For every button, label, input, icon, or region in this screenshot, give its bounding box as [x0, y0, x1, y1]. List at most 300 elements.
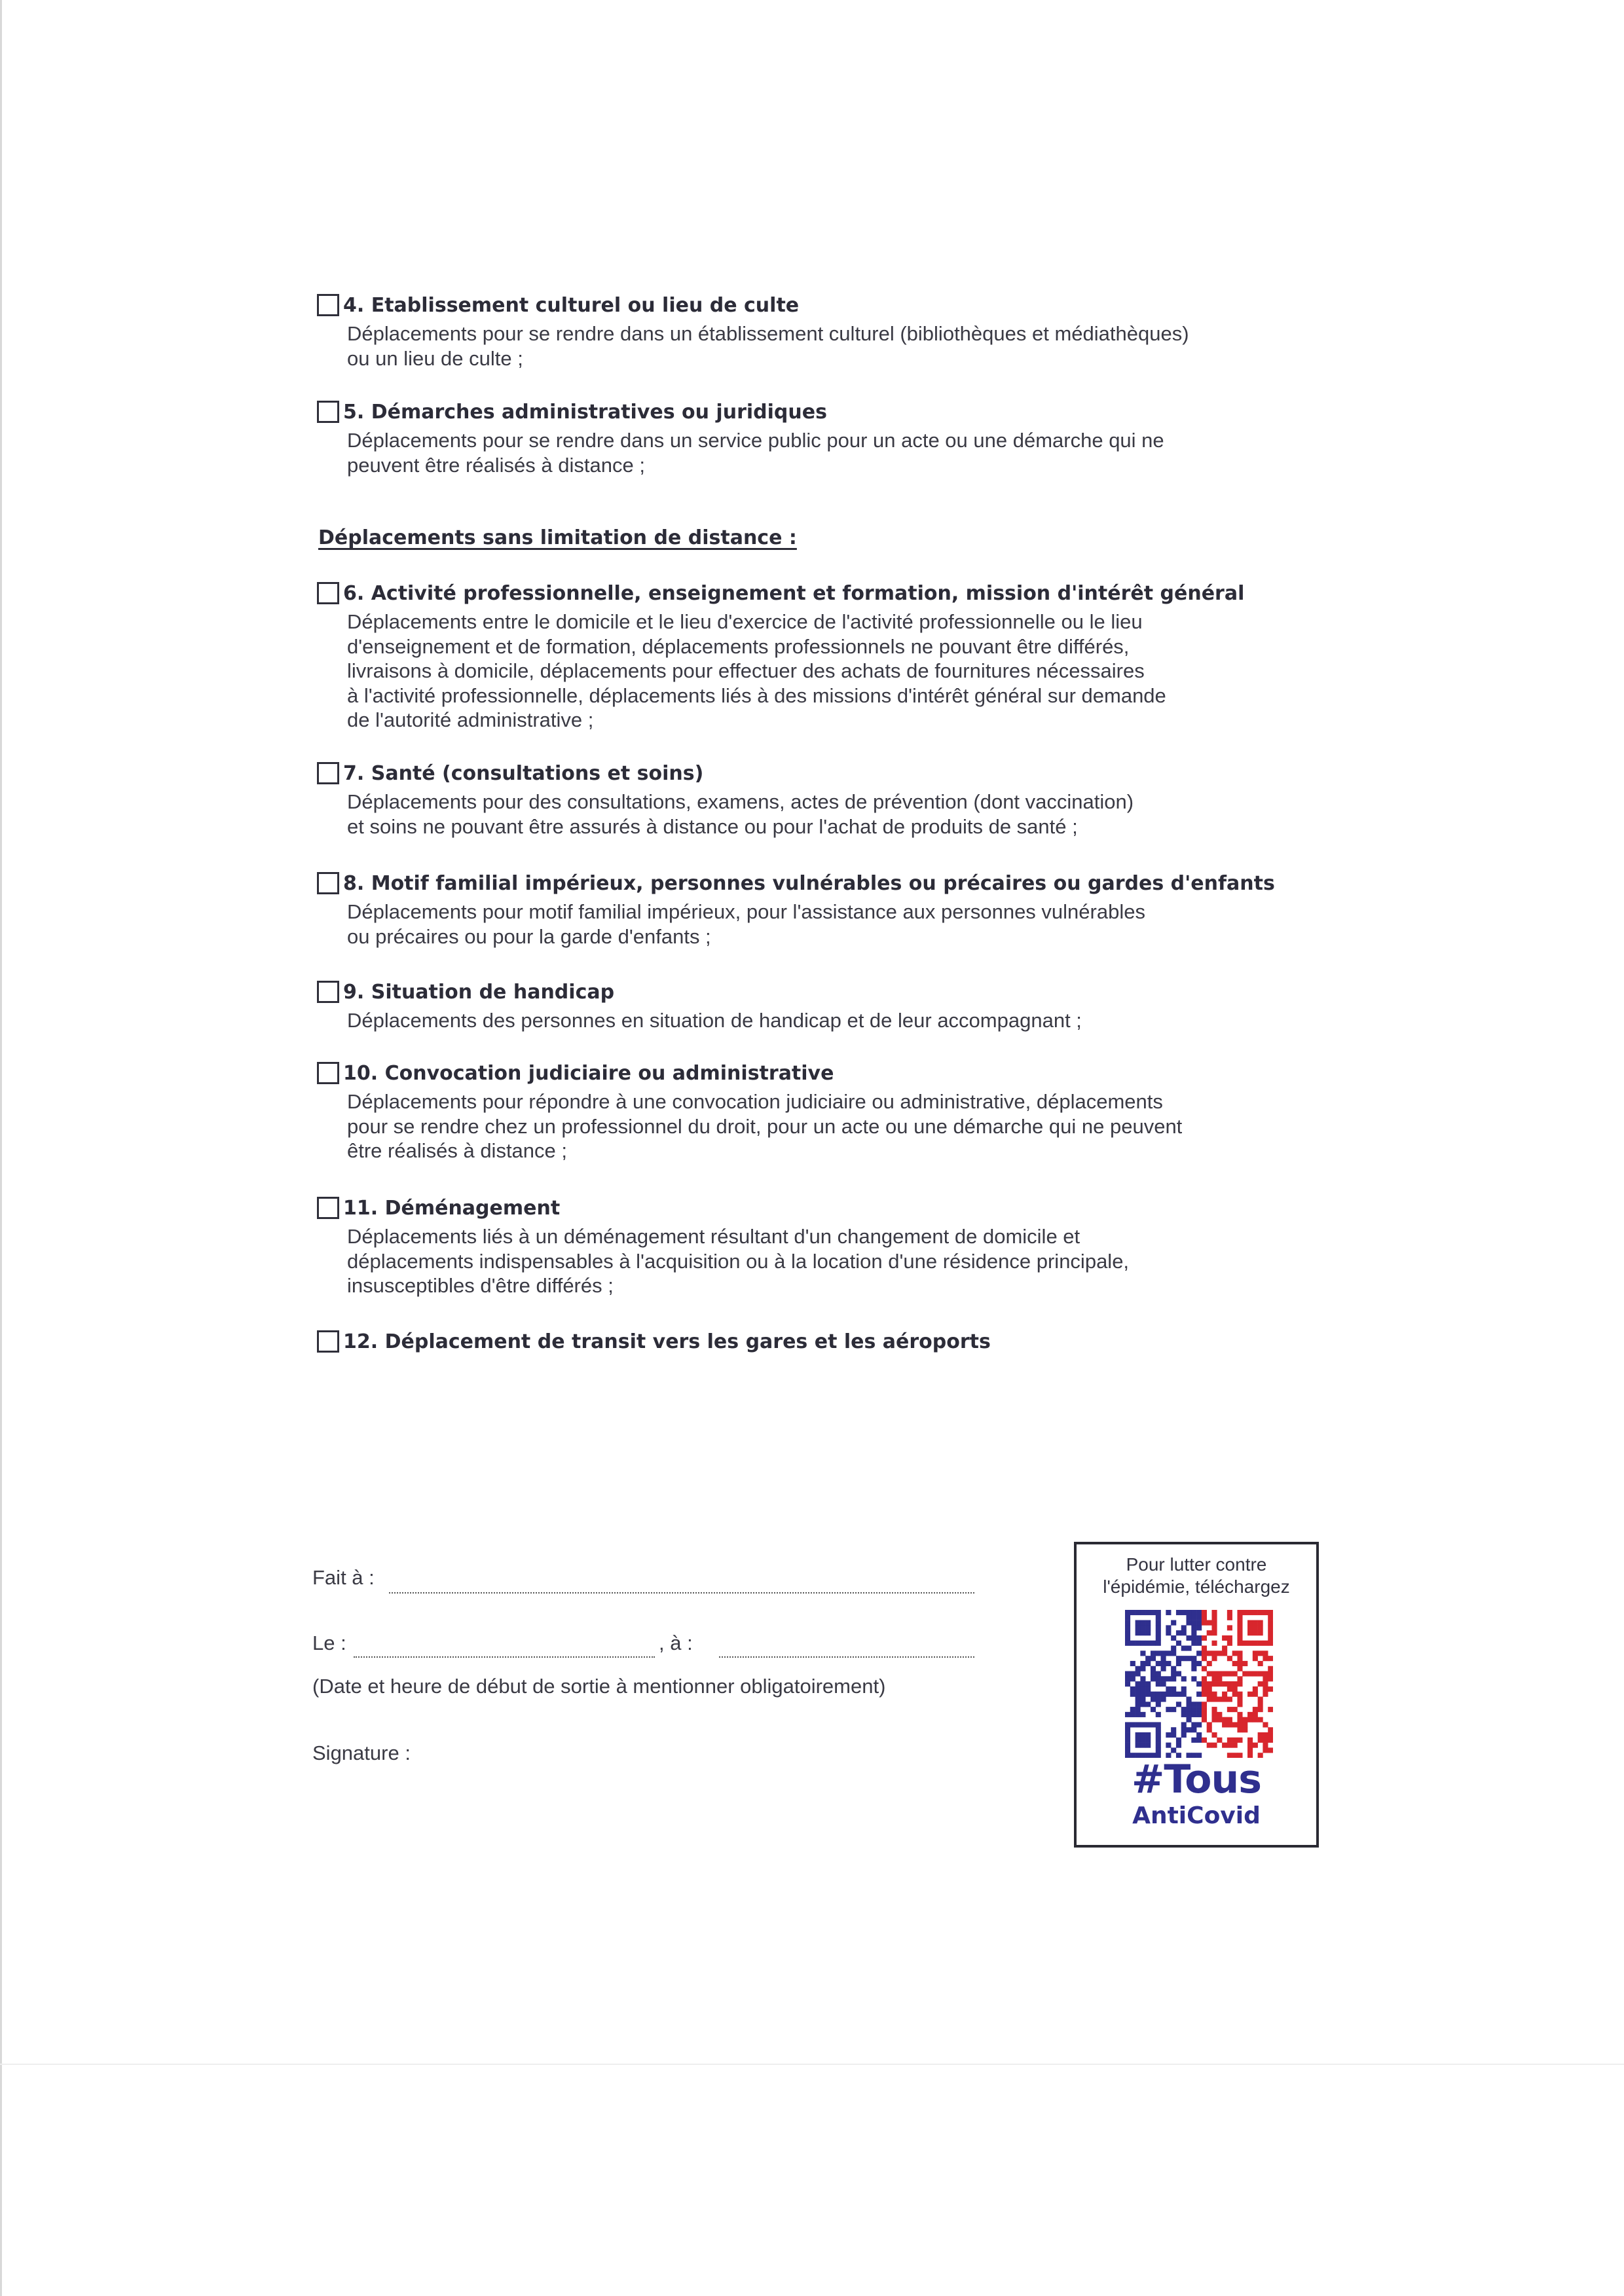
- qr-module: [1237, 1661, 1242, 1666]
- qr-module: [1258, 1610, 1263, 1615]
- qr-module: [1202, 1738, 1207, 1743]
- qr-module: [1125, 1620, 1130, 1626]
- qr-module: [1176, 1630, 1181, 1635]
- qr-module: [1263, 1656, 1268, 1661]
- qr-module: [1151, 1676, 1156, 1681]
- qr-module: [1140, 1722, 1145, 1727]
- qr-module: [1268, 1630, 1273, 1635]
- qr-module: [1237, 1641, 1242, 1646]
- qr-module: [1263, 1743, 1268, 1748]
- qr-module: [1232, 1743, 1238, 1748]
- qr-module: [1207, 1661, 1212, 1666]
- qr-module: [1156, 1615, 1161, 1620]
- qr-module: [1268, 1620, 1273, 1626]
- qr-module: [1222, 1646, 1227, 1651]
- qr-module: [1227, 1615, 1232, 1620]
- qr-module: [1191, 1656, 1196, 1661]
- qr-module: [1242, 1641, 1247, 1646]
- qr-module: [1156, 1712, 1161, 1717]
- qr-module: [1258, 1702, 1263, 1707]
- qr-module: [1140, 1610, 1145, 1615]
- qr-module: [1187, 1702, 1192, 1707]
- qr-module: [1202, 1717, 1207, 1722]
- qr-module: [1263, 1722, 1268, 1727]
- qr-module: [1237, 1712, 1242, 1717]
- qr-module: [1217, 1650, 1222, 1656]
- qr-module: [1191, 1620, 1196, 1626]
- qr-module: [1227, 1707, 1232, 1712]
- qr-module: [1140, 1732, 1145, 1738]
- motif-7-checkbox[interactable]: [317, 762, 339, 784]
- qr-module: [1268, 1666, 1273, 1671]
- qr-module: [1196, 1722, 1202, 1727]
- motif-5-header: [317, 395, 1338, 428]
- qr-module: [1207, 1630, 1212, 1635]
- qr-module: [1202, 1620, 1207, 1626]
- qr-module: [1176, 1738, 1181, 1743]
- qr-module: [1247, 1610, 1253, 1615]
- motif-8-description: Déplacements pour motif familial impérieux, pour l'assistance aux personnes vulnérables ou précaires ou pour la garde d'enfants ;: [347, 900, 1145, 948]
- qr-module: [1202, 1702, 1207, 1707]
- qr-module: [1187, 1620, 1192, 1626]
- motif-5-checkbox[interactable]: [317, 401, 339, 423]
- qr-module: [1237, 1727, 1242, 1732]
- qr-module: [1151, 1707, 1156, 1712]
- qr-module: [1181, 1676, 1187, 1681]
- qr-module: [1196, 1707, 1202, 1712]
- qr-module: [1242, 1727, 1247, 1732]
- qr-module: [1156, 1722, 1161, 1727]
- qr-module: [1135, 1738, 1141, 1743]
- scan-edge: [0, 0, 2, 2296]
- qr-module: [1171, 1650, 1176, 1656]
- qr-module: [1181, 1630, 1187, 1635]
- qr-module: [1151, 1722, 1156, 1727]
- qr-module: [1135, 1732, 1141, 1738]
- motif-4-header: [317, 289, 1338, 321]
- motif-12-checkbox[interactable]: [317, 1330, 339, 1353]
- qr-module: [1258, 1732, 1263, 1738]
- qr-module: [1253, 1743, 1258, 1748]
- qr-module: [1211, 1732, 1217, 1738]
- qr-module: [1227, 1641, 1232, 1646]
- qr-module: [1237, 1666, 1242, 1671]
- qr-module: [1196, 1641, 1202, 1646]
- qr-module: [1258, 1625, 1263, 1630]
- motif-11-title: 11. Déménagement: [343, 1196, 561, 1220]
- qr-module: [1202, 1686, 1207, 1692]
- qr-module: [1151, 1610, 1156, 1615]
- qr-module: [1140, 1686, 1145, 1692]
- qr-module: [1166, 1692, 1171, 1697]
- qr-module: [1145, 1630, 1151, 1635]
- qr-module: [1176, 1671, 1181, 1677]
- qr-module: [1181, 1646, 1187, 1651]
- a-label: , à :: [659, 1631, 693, 1654]
- qr-module: [1151, 1671, 1156, 1677]
- qr-module: [1191, 1707, 1196, 1712]
- qr-module: [1130, 1722, 1135, 1727]
- qr-module: [1140, 1641, 1145, 1646]
- qr-module: [1135, 1681, 1141, 1686]
- qr-module: [1227, 1635, 1232, 1641]
- qr-module: [1237, 1696, 1242, 1702]
- qr-module: [1166, 1707, 1171, 1712]
- qr-module: [1140, 1702, 1145, 1707]
- qr-module: [1253, 1630, 1258, 1635]
- qr-module: [1263, 1747, 1268, 1753]
- qr-module: [1135, 1722, 1141, 1727]
- qr-module: [1196, 1610, 1202, 1615]
- qr-module: [1156, 1747, 1161, 1753]
- qr-module: [1166, 1610, 1171, 1615]
- qr-module: [1258, 1671, 1263, 1677]
- qr-module: [1253, 1641, 1258, 1646]
- qr-module: [1171, 1676, 1176, 1681]
- qr-module: [1125, 1641, 1130, 1646]
- qr-module: [1171, 1727, 1176, 1732]
- qr-module: [1145, 1641, 1151, 1646]
- qr-module: [1135, 1686, 1141, 1692]
- qr-module: [1202, 1650, 1207, 1656]
- qr-module: [1130, 1661, 1135, 1666]
- qr-module: [1237, 1738, 1242, 1743]
- qr-module: [1125, 1712, 1130, 1717]
- motif-9-description: Déplacements des personnes en situation de handicap et de leur accompagnant ;: [347, 1009, 1082, 1032]
- qr-module: [1161, 1661, 1166, 1666]
- qr-module: [1222, 1692, 1227, 1697]
- qr-module: [1140, 1696, 1145, 1702]
- qr-module: [1191, 1610, 1196, 1615]
- qr-module: [1196, 1620, 1202, 1626]
- qr-module: [1171, 1635, 1176, 1641]
- qr-module: [1130, 1641, 1135, 1646]
- qr-module: [1196, 1625, 1202, 1630]
- qr-module: [1253, 1671, 1258, 1677]
- qr-module: [1268, 1747, 1273, 1753]
- qr-module: [1181, 1732, 1187, 1738]
- qr-module: [1156, 1681, 1161, 1686]
- qr-module: [1125, 1676, 1130, 1681]
- qr-module: [1202, 1707, 1207, 1712]
- qr-module: [1211, 1743, 1217, 1748]
- qr-module: [1237, 1722, 1242, 1727]
- qr-code-icon[interactable]: [1125, 1610, 1273, 1758]
- heure-field[interactable]: [719, 1656, 974, 1658]
- qr-module: [1151, 1656, 1156, 1661]
- qr-module: [1222, 1743, 1227, 1748]
- qr-module: [1258, 1696, 1263, 1702]
- qr-module: [1217, 1712, 1222, 1717]
- qr-module: [1171, 1646, 1176, 1651]
- qr-module: [1263, 1692, 1268, 1697]
- qr-module: [1227, 1681, 1232, 1686]
- qr-module: [1217, 1738, 1222, 1743]
- qr-module: [1268, 1732, 1273, 1738]
- qr-module: [1237, 1702, 1242, 1707]
- motif-12: [317, 1325, 1338, 1358]
- motif-5-title: 5. Démarches administratives ou juridiques: [343, 400, 827, 424]
- qr-module: [1268, 1641, 1273, 1646]
- qr-module: [1191, 1615, 1196, 1620]
- qr-module: [1222, 1681, 1227, 1686]
- qr-module: [1145, 1625, 1151, 1630]
- qr-module: [1227, 1743, 1232, 1748]
- qr-module: [1263, 1681, 1268, 1686]
- qr-module: [1202, 1676, 1207, 1681]
- qr-module: [1207, 1681, 1212, 1686]
- motif-9-checkbox[interactable]: [317, 981, 339, 1003]
- qr-module: [1232, 1650, 1238, 1656]
- qr-module: [1268, 1676, 1273, 1681]
- qr-module: [1140, 1620, 1145, 1626]
- qr-module: [1258, 1620, 1263, 1626]
- qr-module: [1176, 1661, 1181, 1666]
- qr-module: [1196, 1681, 1202, 1686]
- qr-module: [1156, 1620, 1161, 1626]
- qr-module: [1207, 1686, 1212, 1692]
- qr-module: [1176, 1641, 1181, 1646]
- qr-module: [1253, 1610, 1258, 1615]
- qr-module: [1202, 1681, 1207, 1686]
- qr-module: [1140, 1676, 1145, 1681]
- qr-module: [1166, 1676, 1171, 1681]
- qr-module: [1258, 1681, 1263, 1686]
- qr-module: [1151, 1666, 1156, 1671]
- qr-module: [1196, 1702, 1202, 1707]
- qr-module: [1191, 1722, 1196, 1727]
- qr-module: [1187, 1646, 1192, 1651]
- date-note: (Date et heure de début de sortie à mentionner obligatoirement): [312, 1675, 886, 1698]
- motif-4-checkbox[interactable]: [317, 294, 339, 316]
- qr-module: [1181, 1692, 1187, 1697]
- motif-12-header: [317, 1325, 1338, 1358]
- qr-module: [1125, 1722, 1130, 1727]
- qr-module: [1145, 1732, 1151, 1738]
- qr-module: [1237, 1610, 1242, 1615]
- qr-module: [1166, 1630, 1171, 1635]
- qr-module: [1135, 1620, 1141, 1626]
- qr-module: [1140, 1666, 1145, 1671]
- qr-module: [1202, 1615, 1207, 1620]
- qr-module: [1125, 1615, 1130, 1620]
- qr-module: [1187, 1727, 1192, 1732]
- qr-module: [1222, 1650, 1227, 1656]
- qr-module: [1156, 1630, 1161, 1635]
- qr-module: [1145, 1620, 1151, 1626]
- motif-11-description: Déplacements liés à un déménagement résultant d'un changement de domicile et déplacements indispensables à l'acquisition ou à la location d'une résidence principale, insusceptibles d'être différés ;: [347, 1225, 1130, 1297]
- qr-module: [1135, 1696, 1141, 1702]
- qr-module: [1196, 1732, 1202, 1738]
- anticovid-qr-panel: [1074, 1542, 1319, 1848]
- motif-10-checkbox[interactable]: [317, 1062, 339, 1084]
- qr-module: [1145, 1702, 1151, 1707]
- qr-module: [1125, 1625, 1130, 1630]
- qr-module: [1145, 1686, 1151, 1692]
- qr-module: [1263, 1671, 1268, 1677]
- motif-8-checkbox[interactable]: [317, 872, 339, 894]
- qr-module: [1237, 1717, 1242, 1722]
- qr-module: [1237, 1650, 1242, 1656]
- qr-module: [1237, 1615, 1242, 1620]
- qr-module: [1166, 1625, 1171, 1630]
- qr-module: [1232, 1686, 1238, 1692]
- qr-module: [1242, 1610, 1247, 1615]
- qr-module: [1125, 1671, 1130, 1677]
- qr-module: [1202, 1666, 1207, 1671]
- qr-module: [1207, 1620, 1212, 1626]
- qr-module: [1237, 1625, 1242, 1630]
- qr-module: [1247, 1625, 1253, 1630]
- qr-module: [1237, 1635, 1242, 1641]
- qr-module: [1268, 1610, 1273, 1615]
- qr-module: [1247, 1743, 1253, 1748]
- qr-module: [1253, 1707, 1258, 1712]
- qr-module: [1222, 1635, 1227, 1641]
- qr-module: [1253, 1650, 1258, 1656]
- qr-module: [1196, 1692, 1202, 1697]
- qr-module: [1268, 1625, 1273, 1630]
- qr-module: [1211, 1712, 1217, 1717]
- qr-caption: Pour lutter contre l'épidémie, téléchargez: [1103, 1554, 1290, 1597]
- motif-10-header: [317, 1057, 1338, 1089]
- qr-module: [1237, 1656, 1242, 1661]
- qr-module: [1191, 1702, 1196, 1707]
- qr-module: [1140, 1743, 1145, 1748]
- qr-module: [1242, 1722, 1247, 1727]
- qr-module: [1211, 1620, 1217, 1626]
- qr-module: [1211, 1615, 1217, 1620]
- qr-module: [1140, 1738, 1145, 1743]
- le-label: Le :: [312, 1631, 346, 1654]
- qr-module: [1191, 1630, 1196, 1635]
- qr-module: [1181, 1727, 1187, 1732]
- qr-module: [1156, 1676, 1161, 1681]
- qr-module: [1171, 1620, 1176, 1626]
- qr-module: [1191, 1635, 1196, 1641]
- brand-sub: AntiCovid: [1132, 1802, 1261, 1829]
- qr-module: [1217, 1681, 1222, 1686]
- qr-module: [1161, 1692, 1166, 1697]
- qr-module: [1237, 1681, 1242, 1686]
- qr-module: [1222, 1717, 1227, 1722]
- qr-module: [1161, 1656, 1166, 1661]
- qr-module: [1258, 1661, 1263, 1666]
- qr-module: [1211, 1610, 1217, 1615]
- qr-module: [1135, 1692, 1141, 1697]
- fait-a-field[interactable]: [389, 1592, 974, 1594]
- qr-module: [1253, 1620, 1258, 1626]
- date-field[interactable]: [354, 1656, 655, 1658]
- motif-11: [317, 1192, 1338, 1298]
- qr-module: [1211, 1650, 1217, 1656]
- motif-6-checkbox[interactable]: [317, 582, 339, 604]
- qr-module: [1247, 1712, 1253, 1717]
- qr-module: [1161, 1696, 1166, 1702]
- qr-module: [1258, 1641, 1263, 1646]
- qr-module: [1130, 1712, 1135, 1717]
- qr-module: [1176, 1692, 1181, 1697]
- qr-module: [1156, 1671, 1161, 1677]
- qr-module: [1156, 1696, 1161, 1702]
- qr-module: [1211, 1671, 1217, 1677]
- qr-module: [1125, 1635, 1130, 1641]
- qr-module: [1268, 1615, 1273, 1620]
- fait-a-label: Fait à :: [312, 1566, 375, 1589]
- qr-module: [1156, 1738, 1161, 1743]
- qr-module: [1258, 1717, 1263, 1722]
- qr-module: [1253, 1712, 1258, 1717]
- qr-module: [1211, 1676, 1217, 1681]
- motif-9: [317, 975, 1338, 1033]
- qr-module: [1263, 1676, 1268, 1681]
- qr-module: [1135, 1666, 1141, 1671]
- qr-module: [1166, 1743, 1171, 1748]
- qr-module: [1237, 1620, 1242, 1626]
- qr-module: [1166, 1686, 1171, 1692]
- motif-6-header: [317, 577, 1338, 610]
- qr-module: [1171, 1747, 1176, 1753]
- qr-module: [1151, 1650, 1156, 1656]
- motif-11-checkbox[interactable]: [317, 1197, 339, 1219]
- qr-module: [1176, 1656, 1181, 1661]
- motif-5-description: Déplacements pour se rendre dans un service public pour un acte ou une démarche qui ne peuvent être réalisés à distance ;: [347, 429, 1164, 477]
- qr-module: [1145, 1656, 1151, 1661]
- motif-7-title: 7. Santé (consultations et soins): [343, 761, 704, 785]
- qr-module: [1135, 1625, 1141, 1630]
- qr-module: [1140, 1692, 1145, 1697]
- qr-module: [1263, 1610, 1268, 1615]
- qr-module: [1187, 1610, 1192, 1615]
- qr-module: [1211, 1630, 1217, 1635]
- qr-module: [1145, 1661, 1151, 1666]
- qr-module: [1181, 1712, 1187, 1717]
- qr-module: [1130, 1610, 1135, 1615]
- qr-module: [1222, 1696, 1227, 1702]
- qr-module: [1161, 1650, 1166, 1656]
- motif-5: [317, 395, 1338, 477]
- qr-module: [1145, 1743, 1151, 1748]
- qr-module: [1258, 1738, 1263, 1743]
- qr-module: [1268, 1738, 1273, 1743]
- qr-module: [1125, 1747, 1130, 1753]
- motif-6-description: Déplacements entre le domicile et le lieu d'exercice de l'activité professionnelle ou le lieu d'enseignement et de formation, déplacements professionnels ne pouvant être différés, livraisons à domicile, déplacements pour effectuer des achats de fournitures nécessaires à l'activité professionnelle, déplacements liés à des missions d'intérêt général sur demande de l'autorité administrative ;: [347, 610, 1166, 731]
- qr-module: [1222, 1722, 1227, 1727]
- qr-module: [1181, 1625, 1187, 1630]
- qr-module: [1166, 1661, 1171, 1666]
- qr-module: [1191, 1676, 1196, 1681]
- qr-module: [1125, 1727, 1130, 1732]
- qr-module: [1202, 1635, 1207, 1641]
- qr-module: [1145, 1681, 1151, 1686]
- qr-module: [1247, 1692, 1253, 1697]
- qr-module: [1171, 1692, 1176, 1697]
- qr-module: [1268, 1727, 1273, 1732]
- qr-module: [1145, 1722, 1151, 1727]
- qr-module: [1187, 1707, 1192, 1712]
- qr-module: [1232, 1707, 1238, 1712]
- motif-9-header: [317, 975, 1338, 1008]
- qr-module: [1181, 1686, 1187, 1692]
- motif-4-title: 4. Etablissement culturel ou lieu de culte: [343, 293, 800, 317]
- qr-module: [1181, 1610, 1187, 1615]
- qr-module: [1176, 1702, 1181, 1707]
- motif-7-description: Déplacements pour des consultations, examens, actes de prévention (dont vaccination) et soins ne pouvant être assurés à distance ou pour l'achat de produits de santé ;: [347, 790, 1134, 838]
- qr-module: [1156, 1661, 1161, 1666]
- qr-module: [1227, 1686, 1232, 1692]
- qr-module: [1247, 1630, 1253, 1635]
- qr-module: [1268, 1686, 1273, 1692]
